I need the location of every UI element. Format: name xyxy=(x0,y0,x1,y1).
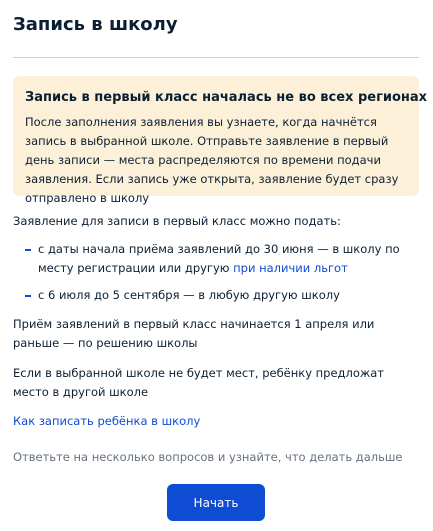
list-item xyxy=(13,240,419,278)
no-place-text: Если в выбранной школе не будет мест, ребёнку предложат место в другой школе xyxy=(13,366,385,399)
guide-link[interactable]: Как записать ребёнка в школу xyxy=(13,414,201,428)
bullet-list xyxy=(13,240,419,305)
notice-banner xyxy=(13,76,428,205)
page-title: Запись в школу xyxy=(13,14,178,35)
dash-icon xyxy=(25,295,31,297)
april-start-text: Приём заявлений в первый класс начинается 1 апреля или раньше — по решению школы xyxy=(13,317,375,350)
hint-text: Ответьте на несколько вопросов и узнайте, что делать дальше xyxy=(13,450,403,464)
notice-text: После заполнения заявления вы узнаете, когда начнётся запись в выбранной школе. Отправьте заявление в первый день записи — места распределяются по времени подачи заявления. Если запись уже открыта, заявление будет сразу отправлено в школу xyxy=(25,115,399,205)
title-divider xyxy=(13,57,419,58)
bullet-text: с даты начала приёма заявлений до 30 июня — в школу по месту регистрации или другую xyxy=(38,242,400,275)
list-item xyxy=(13,286,419,305)
bullet-text: с 6 июля до 5 сентября — в любую другую школу xyxy=(38,288,340,302)
start-button[interactable]: Начать xyxy=(167,484,265,521)
notice-title: Запись в первый класс началась не во всех регионах xyxy=(25,90,428,105)
intro-text: Заявление для записи в первый класс можно подать: xyxy=(13,214,341,228)
dash-icon xyxy=(25,249,31,251)
benefits-link[interactable]: при наличии льгот xyxy=(233,261,348,275)
